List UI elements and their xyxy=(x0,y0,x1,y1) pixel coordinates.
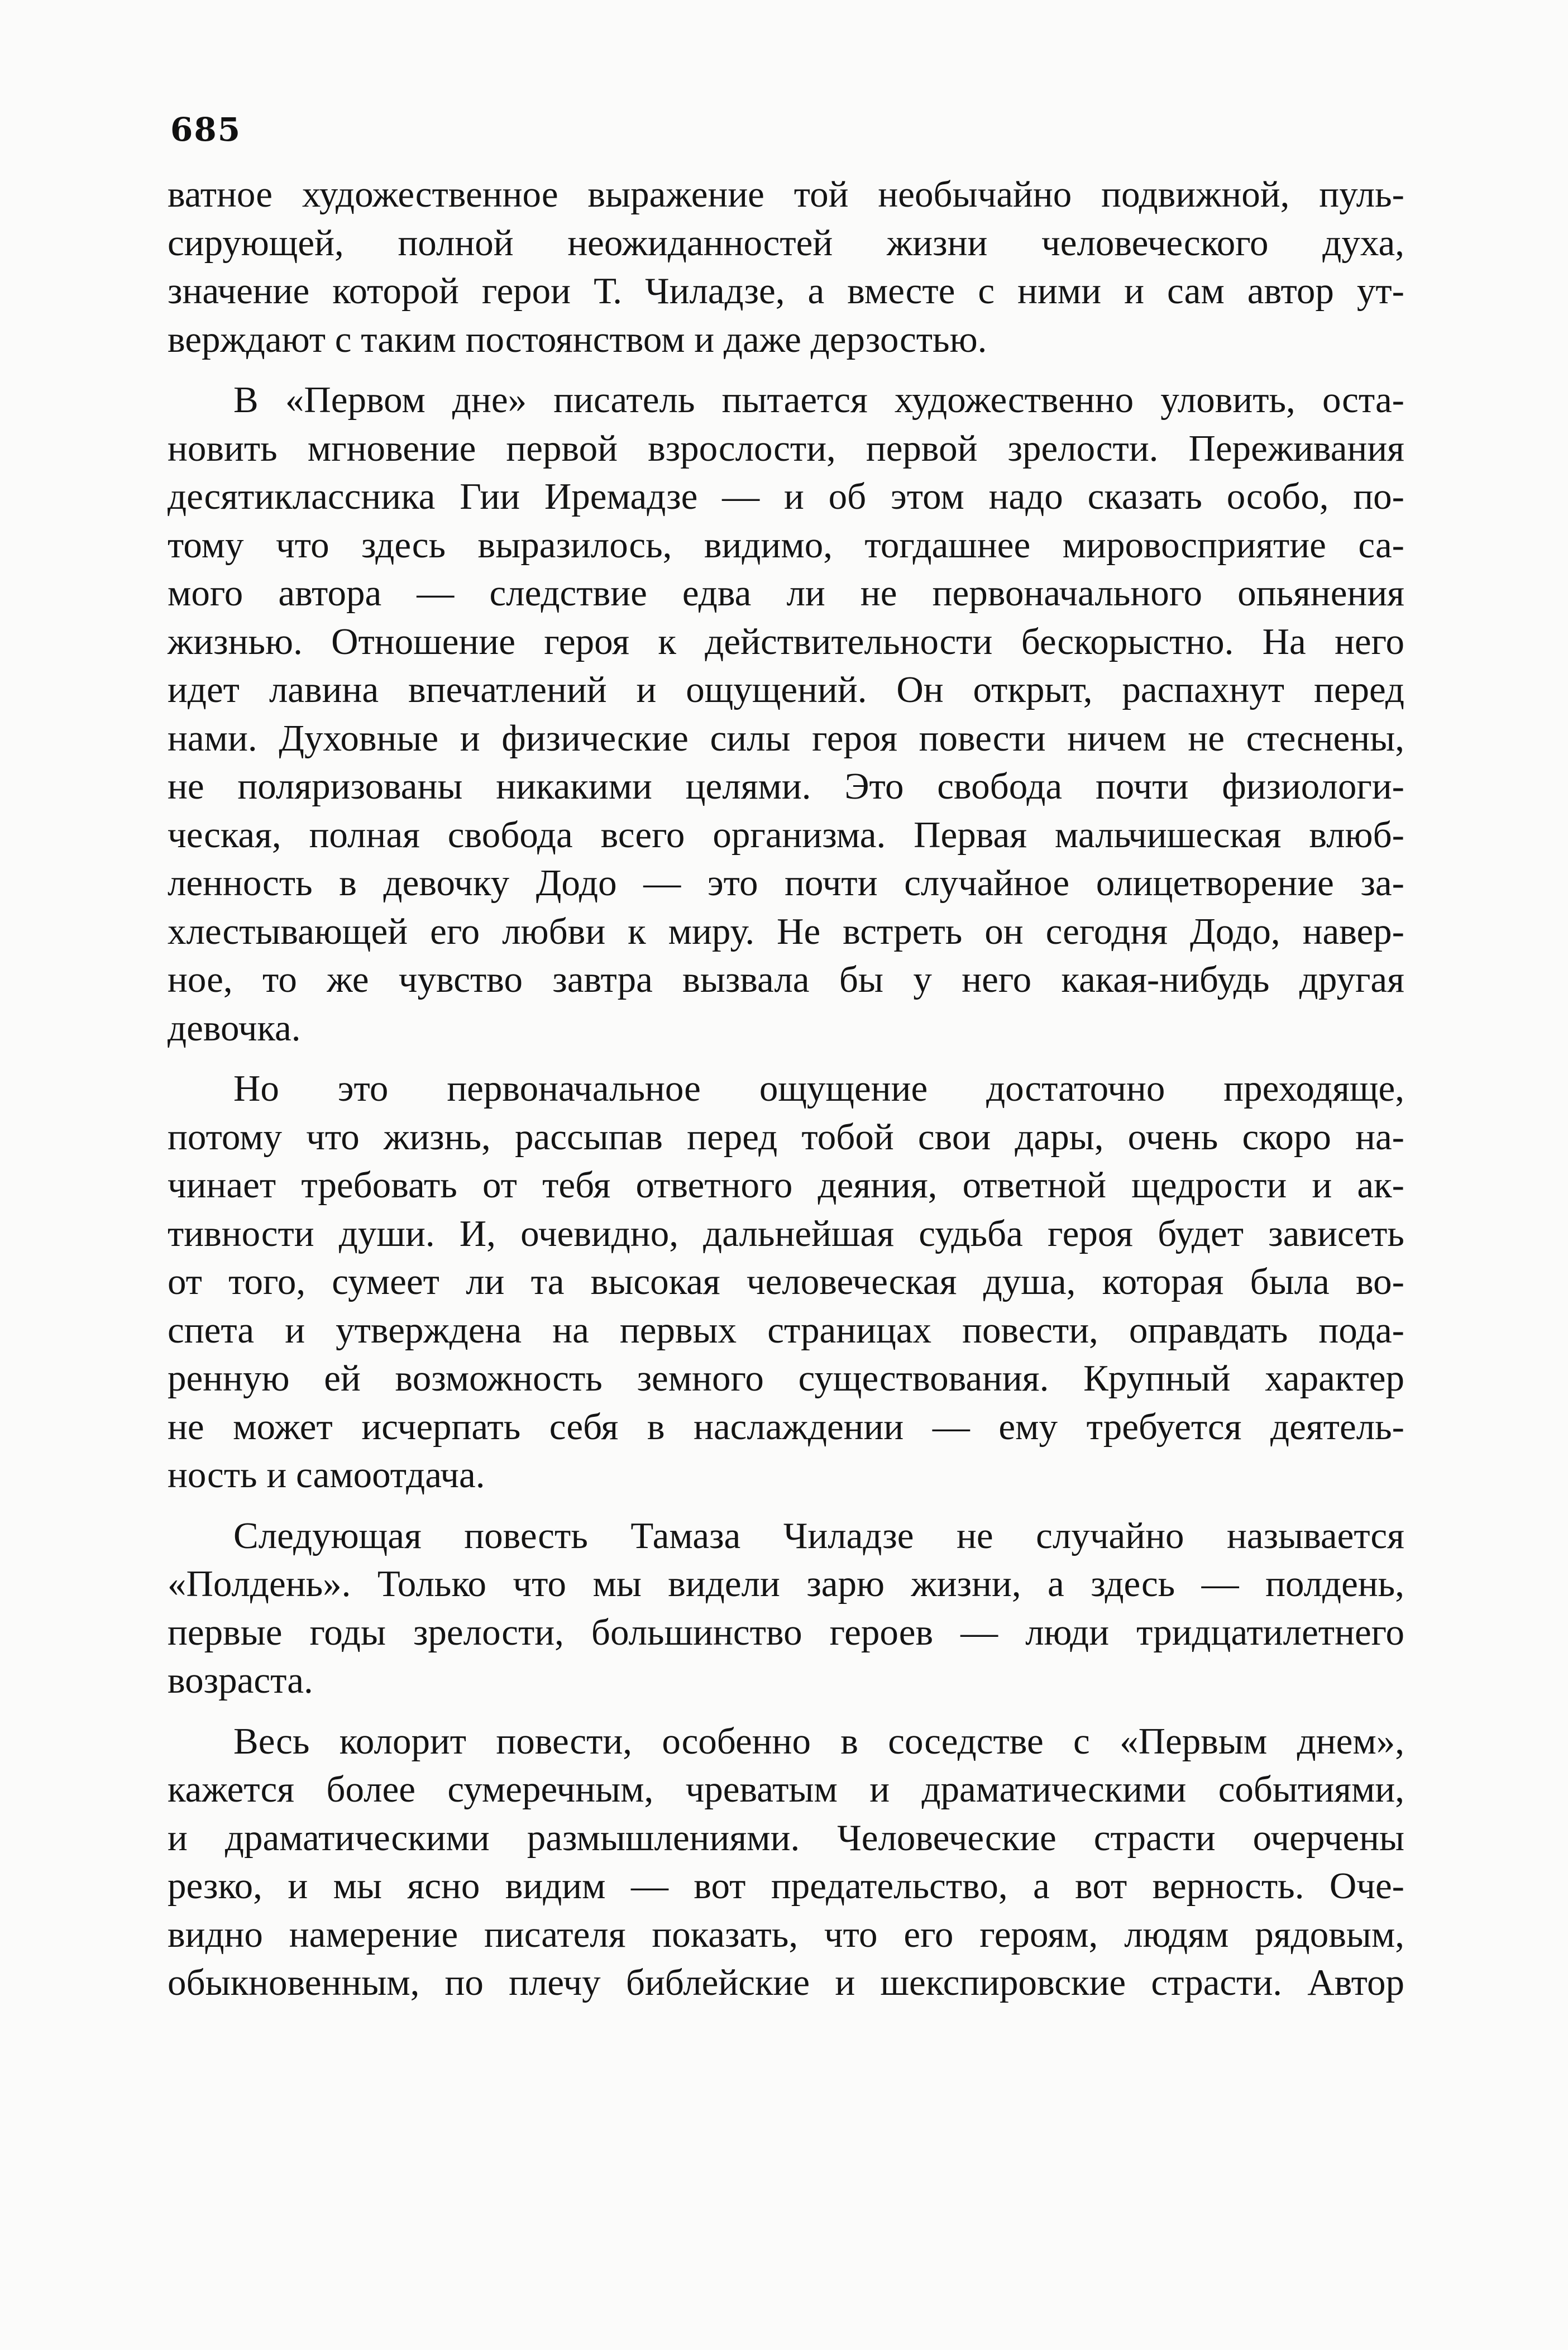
page-number: 685 xyxy=(170,111,242,149)
text-line: «Полдень». Только что мы видели зарю жизни, а здесь — полдень, xyxy=(168,1563,1404,1604)
text-line: десятиклассника Гии Иремадзе — и об этом надо сказать особо, по- xyxy=(168,476,1404,517)
text-line: нами. Духовные и физические силы героя повести ничем не стеснены, xyxy=(168,717,1404,759)
paragraph xyxy=(168,376,1404,1052)
text-line: потому что жизнь, рассыпав перед тобой свои дары, очень скоро на- xyxy=(168,1116,1404,1158)
text-line: Но это первоначальное ощущение достаточно преходяще, xyxy=(233,1068,1404,1109)
text-line: возраста. xyxy=(168,1660,313,1701)
text-line: не поляризованы никакими целями. Это свобода почти физиологи- xyxy=(168,766,1404,807)
text-line: девочка. xyxy=(168,1007,301,1049)
text-line: видно намерение писателя показать, что его героям, людям рядовым, xyxy=(168,1913,1404,1955)
text-line: кажется более сумеречным, чреватым и драматическими событиями, xyxy=(168,1769,1404,1810)
text-line: значение которой герои Т. Чиладзе, а вместе с ними и сам автор ут- xyxy=(168,270,1404,312)
paragraph xyxy=(168,1512,1404,1705)
paragraph xyxy=(168,170,1404,364)
text-line: жизнью. Отношение героя к действительности бескорыстно. На него xyxy=(168,620,1404,662)
text-line: верждают с таким постоянством и даже дерзостью. xyxy=(168,318,987,360)
paragraph xyxy=(168,1064,1404,1499)
text-line: хлестывающей его любви к миру. Не встреть он сегодня Додо, навер- xyxy=(168,910,1404,952)
text-line: спета и утверждена на первых страницах повести, оправдать пода- xyxy=(168,1309,1404,1351)
text-line: ное, то же чувство завтра вызвала бы у него какая-нибудь другая xyxy=(168,959,1404,1000)
text-line: ность и самоотдача. xyxy=(168,1454,485,1496)
text-line: Следующая повесть Тамаза Чиладзе не случайно называется xyxy=(233,1515,1404,1556)
text-line: не может исчерпать себя в наслаждении — ему требуется деятель- xyxy=(168,1406,1404,1448)
text-line: обыкновенным, по плечу библейские и шекспировские страсти. Автор xyxy=(168,1962,1404,2003)
text-line: сирующей, полной неожиданностей жизни человеческого духа, xyxy=(168,222,1404,264)
text-line: первые годы зрелости, большинство героев — люди тридцатилетнего xyxy=(168,1611,1404,1653)
text-line: Весь колорит повести, особенно в соседстве с «Первым днем», xyxy=(233,1720,1404,1762)
text-line: В «Первом дне» писатель пытается художественно уловить, оста- xyxy=(233,379,1404,421)
body-text xyxy=(168,170,1404,2007)
text-line: ренную ей возможность земного существования. Крупный характер xyxy=(168,1358,1404,1399)
text-line: тивности души. И, очевидно, дальнейшая судьба героя будет зависеть xyxy=(168,1212,1404,1254)
text-line: и драматическими размышлениями. Человеческие страсти очерчены xyxy=(168,1817,1404,1859)
text-line: резко, и мы ясно видим — вот предательство, а вот верность. Оче- xyxy=(168,1865,1404,1907)
text-line: от того, сумеет ли та высокая человеческая душа, которая была во- xyxy=(168,1261,1404,1302)
text-line: идет лавина впечатлений и ощущений. Он открыт, распахнут перед xyxy=(168,669,1404,710)
text-line: мого автора — следствие едва ли не первоначального опьянения xyxy=(168,572,1404,614)
text-line: ческая, полная свобода всего организма. Первая мальчишеская влюб- xyxy=(168,814,1404,856)
text-line: ватное художественное выражение той необычайно подвижной, пуль- xyxy=(168,174,1404,215)
paragraph xyxy=(168,1717,1404,2007)
text-line: ленность в девочку Додо — это почти случайное олицетворение за- xyxy=(168,862,1404,904)
text-line: чинает требовать от тебя ответного деяния, ответной щедрости и ак- xyxy=(168,1164,1404,1206)
text-line: тому что здесь выразилось, видимо, тогдашнее мировосприятие са- xyxy=(168,524,1404,566)
text-line: новить мгновение первой взрослости, первой зрелости. Переживания xyxy=(168,427,1404,469)
